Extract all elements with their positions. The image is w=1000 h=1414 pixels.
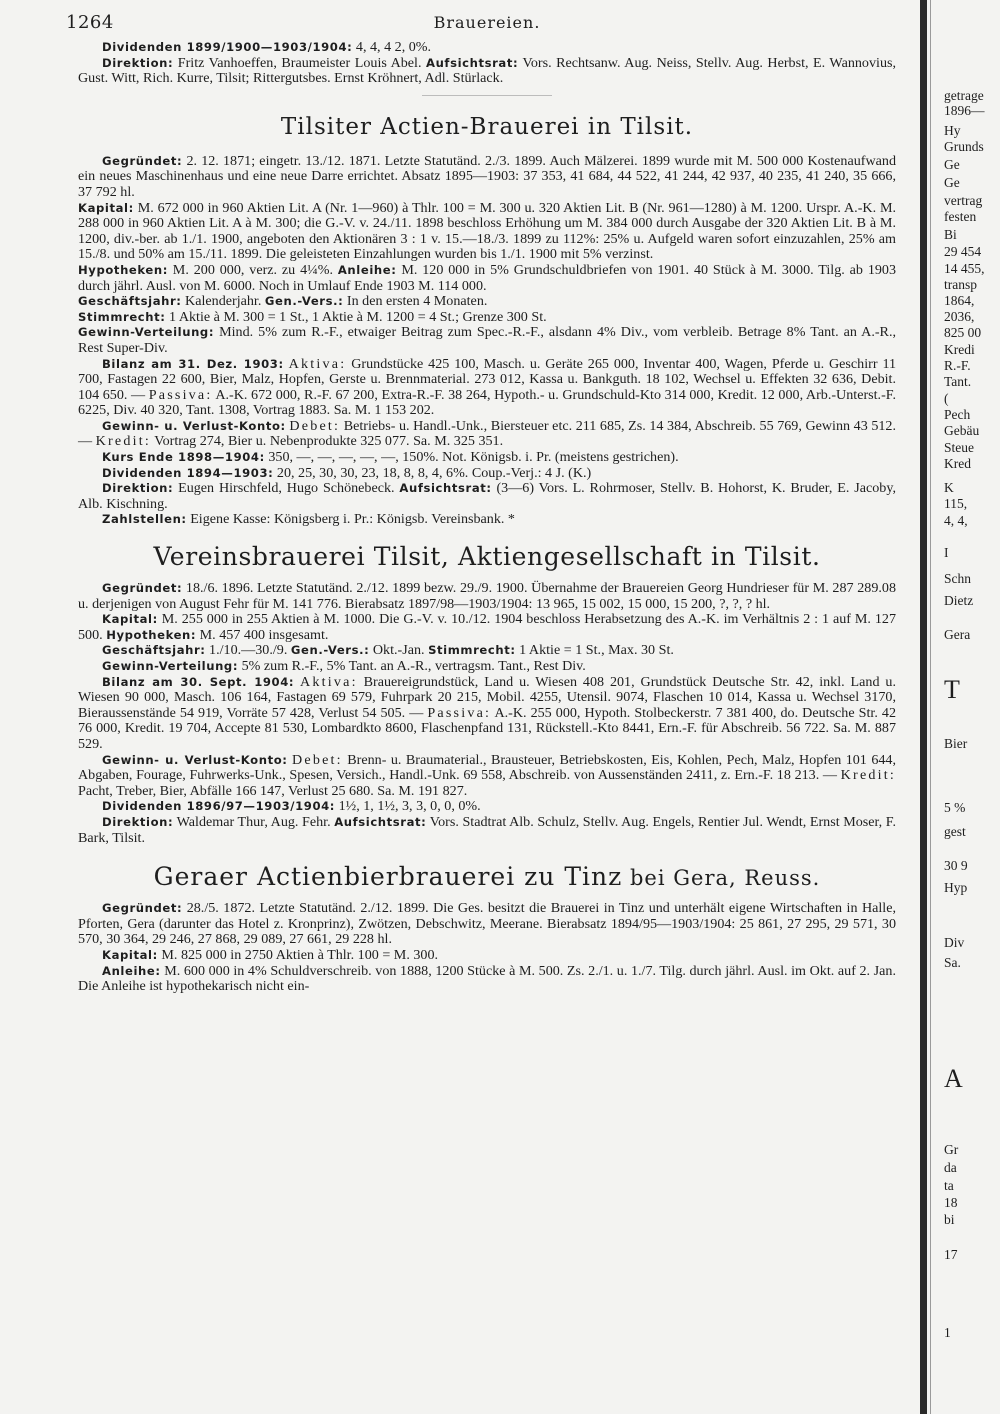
fragment: Tant.	[944, 374, 972, 389]
intro-entry	[78, 40, 896, 96]
company-tilsiter	[78, 114, 896, 528]
fragment: Gebäu	[944, 423, 980, 438]
fragment: Hyp	[944, 880, 968, 895]
fragment: K	[944, 480, 954, 495]
fragment: Grunds	[944, 139, 984, 154]
fragment: T	[944, 675, 960, 704]
paragraph: Kapital: M. 672 000 in 960 Aktien Lit. A (Nr. 1—960) à Thlr. 100 = M. 300 u. 320 Aktien Lit. B (Nr. 961—1280) à M. 1200. Urspr. A.-K. M. 288 000 in 960 Aktien Lit. A à M. 300; die G.-V. v. 24./11. 1898 beschloss Erhöhung um M. 384 000 durch Ausgabe der 320 Aktien Lit. B à M. 1200, div.-ber. ab 1./1. 1900, angeboten den Aktionären 3 : 1 v. 15.—18./3. 1899 zu 112%: 25% u. Aufgeld waren sofort einzuzahlen, 25% am 15./8. und 50% am 15./11. 1899. Die geleisteten Einzahlungen wurden bis 1./1. 1900 mit 5% verzinst.	[78, 199, 896, 263]
paragraph: Kurs Ende 1898—1904: 350, —, —, —, —, —, 150%. Not. Königsb. i. Pr. (meistens gestrichen).	[102, 449, 679, 466]
fragment: 1864,	[944, 293, 975, 308]
paragraph: Zahlstellen: Eigene Kasse: Königsberg i. Pr.: Königsb. Vereinsbank. *	[102, 511, 515, 528]
paragraph: Kapital: M. 255 000 in 255 Aktien à M. 1000. Die G.-V. v. 10./12. 1904 beschloss Herabsetzung des A.-K. im Verhältnis 2 : 1 auf M. 127 500. Hypotheken: M. 457 400 insgesamt.	[78, 611, 896, 643]
fragment: 29 454	[944, 244, 982, 259]
fragment: A	[944, 1064, 963, 1093]
company-title: Tilsiter Actien-Brauerei in Tilsit.	[280, 113, 694, 140]
paragraph: Kapital: M. 825 000 in 2750 Aktien à Thlr. 100 = M. 300.	[102, 946, 439, 963]
fragment: bi	[944, 1212, 955, 1227]
fragment: 825 00	[944, 325, 982, 340]
fragment: Steue	[944, 440, 974, 455]
paragraph: Geschäftsjahr: 1./10.—30./9. Gen.-Vers.: Okt.-Jan. Stimmrecht: 1 Aktie = 1 St., Max. 30 St.	[102, 642, 674, 659]
fragment: 17	[944, 1247, 958, 1262]
paragraph: Gewinn-Verteilung: Mind. 5% zum R.-F., etwaiger Beitrag zum Spec.-R.-F., alsdann 4% Div., vom verbleib. Betrage 8% Tant. an A.-R., Rest Super-Div.	[78, 324, 896, 356]
paragraph: Direktion: Fritz Vanhoeffen, Braumeister Louis Abel. Aufsichtsrat: Vors. Rechtsanw. Aug. Neiss, Stellv. Aug. Herbst, E. Wannovius, Gust. Witt, Rich. Kurre, Tilsit; Rittergutsbes. Ernst Kröhnert, Adl. Stürlack.	[78, 54, 896, 87]
fragment: transp	[944, 277, 977, 292]
fragment: 30 9	[944, 858, 968, 873]
next-column-fragments	[940, 0, 1000, 1414]
fragment: Schn	[944, 571, 971, 586]
column-gutter-rule	[920, 0, 927, 1414]
paragraph: Dividenden 1894—1903: 20, 25, 30, 30, 23, 18, 8, 8, 4, 6%. Coup.-Verj.: 4 J. (K.)	[102, 464, 592, 481]
paragraph: Direktion: Eugen Hirschfeld, Hugo Schönebeck. Aufsichtsrat: (3—6) Vors. L. Rohrmoser, Stellv. B. Hohorst, K. Bruder, E. Jacoby, Alb. Kischning.	[78, 480, 897, 512]
fragment: Pech	[944, 407, 971, 422]
paragraph: Dividenden 1896/97—1903/1904: 1½, 1, 1½, 3, 3, 0, 0, 0%.	[102, 798, 481, 815]
company-geraer	[78, 862, 896, 995]
divider-rule	[422, 95, 552, 96]
fragment: gest	[944, 824, 966, 839]
fragment: 4, 4,	[944, 513, 968, 528]
fragment: Div	[944, 935, 965, 950]
paragraph: Gewinn- u. Verlust-Konto: Debet: Betriebs- u. Handl.-Unk., Biersteuer etc. 211 685, Zs. 14 384, Abschreib. 55 769, Gewinn 43 512. — Kredit: Vortrag 274, Bier u. Nebenprodukte 325 077. Sa. M. 325 351.	[78, 417, 896, 450]
fragment: Bier	[944, 736, 968, 751]
company-vereinsbrauerei	[78, 542, 896, 846]
fragment: 18	[944, 1195, 958, 1210]
paragraph: Gegründet: 2. 12. 1871; eingetr. 13./12. 1871. Letzte Statutänd. 2./3. 1899. Auch Mälzerei. 1899 wurde mit M. 500 000 Kostenaufwand ein neues Maschinenhaus und eine neue Darre errichtet. Absatz 1895—1903: 37 353, 41 684, 44 522, 41 244, 42 937, 40 235, 41 240, 35 666, 37 792 hl.	[78, 152, 896, 200]
paragraph: Hypotheken: M. 200 000, verz. zu 4¼%. Anleihe: M. 120 000 in 5% Grundschuldbriefen von 1901. 40 Stück à M. 3000. Tilg. ab 1903 durch jährl. Ausl. von M. 6000. Noch in Umlauf Ende 1903 M. 114 000.	[78, 261, 897, 294]
fragment: 1896—	[944, 103, 985, 118]
paragraph: Geschäftsjahr: Kalenderjahr. Gen.-Vers.: In den ersten 4 Monaten.	[78, 293, 488, 310]
fragment: da	[944, 1160, 957, 1175]
fragment: Dietz	[944, 593, 974, 608]
paragraph: Anleihe: M. 600 000 in 4% Schuldverschreib. von 1888, 1200 Stücke à M. 500. Zs. 2./1. u. 1./7. Tilg. durch jährl. Ausl. im Okt. auf 2. Jan. Die Anleihe ist hypothekarisch nicht ein-	[78, 962, 896, 995]
fragment: Bi	[944, 227, 957, 242]
fragment: 115,	[944, 496, 968, 511]
fragment: Gr	[944, 1142, 959, 1157]
fragment: Hy	[944, 123, 961, 138]
paragraph: Stimmrecht: 1 Aktie à M. 300 = 1 St., 1 Aktie à M. 1200 = 4 St.; Grenze 300 St.	[78, 308, 547, 325]
paragraph: Gewinn-Verteilung: 5% zum R.-F., 5% Tant. an A.-R., vertragsm. Tant., Rest Div.	[102, 658, 586, 674]
fragment: ta	[944, 1178, 954, 1193]
fragment: Ge	[944, 175, 960, 190]
fragment: R.-F.	[944, 358, 971, 373]
running-head	[66, 6, 896, 40]
company-title: Geraer Actienbierbrauerei zu Tinz bei Gera, Reuss.	[153, 862, 821, 892]
main-column	[66, 6, 897, 995]
fragment: Kredi	[944, 342, 975, 357]
fragment: festen	[944, 209, 977, 224]
fragment: 1	[944, 1325, 951, 1340]
fragment: Gera	[944, 627, 971, 642]
paragraph: Gewinn- u. Verlust-Konto: Debet: Brenn- u. Braumaterial., Brausteuer, Betriebskosten, Eis, Kohlen, Pech, Malz, Hopfen 101 644, Abgaben, Fourage, Fuhrwerks-Unk., Spesen, Versich., Handl.-Unk. 69 558, Abschreib. von Aussenständen 2411, z. Ern.-F. 18 213. — Kredit: Pacht, Treber, Bier, Abfälle 166 147, Verlust 25 680. Sa. M. 191 827.	[78, 751, 896, 799]
company-title: Vereinsbrauerei Tilsit, Aktiengesellschaft in Tilsit.	[153, 542, 821, 572]
page-number: 1264	[66, 12, 114, 33]
fragment: Sa.	[944, 955, 961, 970]
fragment: I	[944, 545, 949, 560]
fragment: Ge	[944, 157, 960, 172]
paragraph: Direktion: Waldemar Thur, Aug. Fehr. Aufsichtsrat: Vors. Stadtrat Alb. Schulz, Stellv. Aug. Engels, Rentier Jul. Wendt, Ernst Moser, F. Bark, Tilsit.	[78, 813, 896, 846]
fragment: 5 %	[944, 800, 966, 815]
paragraph: Bilanz am 30. Sept. 1904: Aktiva: Brauereigrundstück, Land u. Wiesen 408 201, Grundstück Deutsche Str. 42, inkl. Land u. Wiesen 90 000, Masch. 106 164, Fastagen 69 579, Fuhrpark 20 215, Mobil. 4255, Utensil. 9074, Flaschen 10 014, Kassa u. Wechsel 3170, Bieraussenstände 54 919, Vorräte 57 428, Verlust 54 505. — Passiva: A.-K. 255 000, Hypoth. Stolbeckerstr. 7 381 400, do. Deutsche Str. 42 76 000, Kredit. 19 704, Accepte 81 530, Lombardkto 8600, Flaschenpfand 131, Rückstell.-Kto 8441, Ern.-F. für Abschreib. 56 722. Sa. M. 887 529.	[78, 673, 896, 752]
fragment: (	[944, 391, 949, 406]
paragraph: Bilanz am 31. Dez. 1903: Aktiva: Grundstücke 425 100, Masch. u. Geräte 265 000, Inventar 400, Wagen, Pferde u. Geschirr 11 700, Fastagen 22 600, Bier, Malz, Hopfen, Gerste u. Brennmaterial. 273 012, Kassa u. Bankguth. 18 102, Wechsel u. Effekten 32 636, Debit. 104 650. — Passiva: A.-K. 672 000, R.-F. 67 200, Extra-R.-F. 38 264, Hypoth.- u. Grundschuld-Kto 314 000, Kredit. 12 000, Arb.-Unterst.-F. 6225, Div. 40 320, Tant. 1308, Vortrag 1883. Sa. M. 1 153 202.	[78, 355, 897, 419]
running-title: Brauereien.	[433, 13, 541, 32]
fragment: 14 455,	[944, 261, 985, 276]
fragment: vertrag	[944, 193, 983, 208]
fragment: 2036,	[944, 309, 975, 324]
fragment: getrage	[944, 88, 984, 103]
paragraph: Dividenden 1899/1900—1903/1904: 4, 4, 4 2, 0%.	[102, 39, 432, 55]
paragraph: Gegründet: 18./6. 1896. Letzte Statutänd. 2./12. 1899 bezw. 29./9. 1900. Übernahme der Brauereien Georg Hundrieser für M. 287 289.08 u. derjenigen von August Fehr für M. 141 776. Bierabsatz 1897/98—1903/1904: 13 965, 15 002, 15 000, 15 200, ?, ?, ? hl.	[78, 580, 896, 612]
fragment: Kred	[944, 456, 971, 471]
paragraph: Gegründet: 28./5. 1872. Letzte Statutänd. 2./12. 1899. Die Ges. besitzt die Brauerei in Tinz und unterhält eigene Wirtschaften in Halle, Pforten, Gera (darunter das Hotel z. Kronprinz), Zwötzen, Debschwitz, Meerane. Bierabsatz 1894/95—1903/1904: 25 861, 27 295, 29 571, 30 570, 30 364, 29 246, 27 868, 29 089, 27 661, 29 228 hl.	[78, 900, 896, 948]
